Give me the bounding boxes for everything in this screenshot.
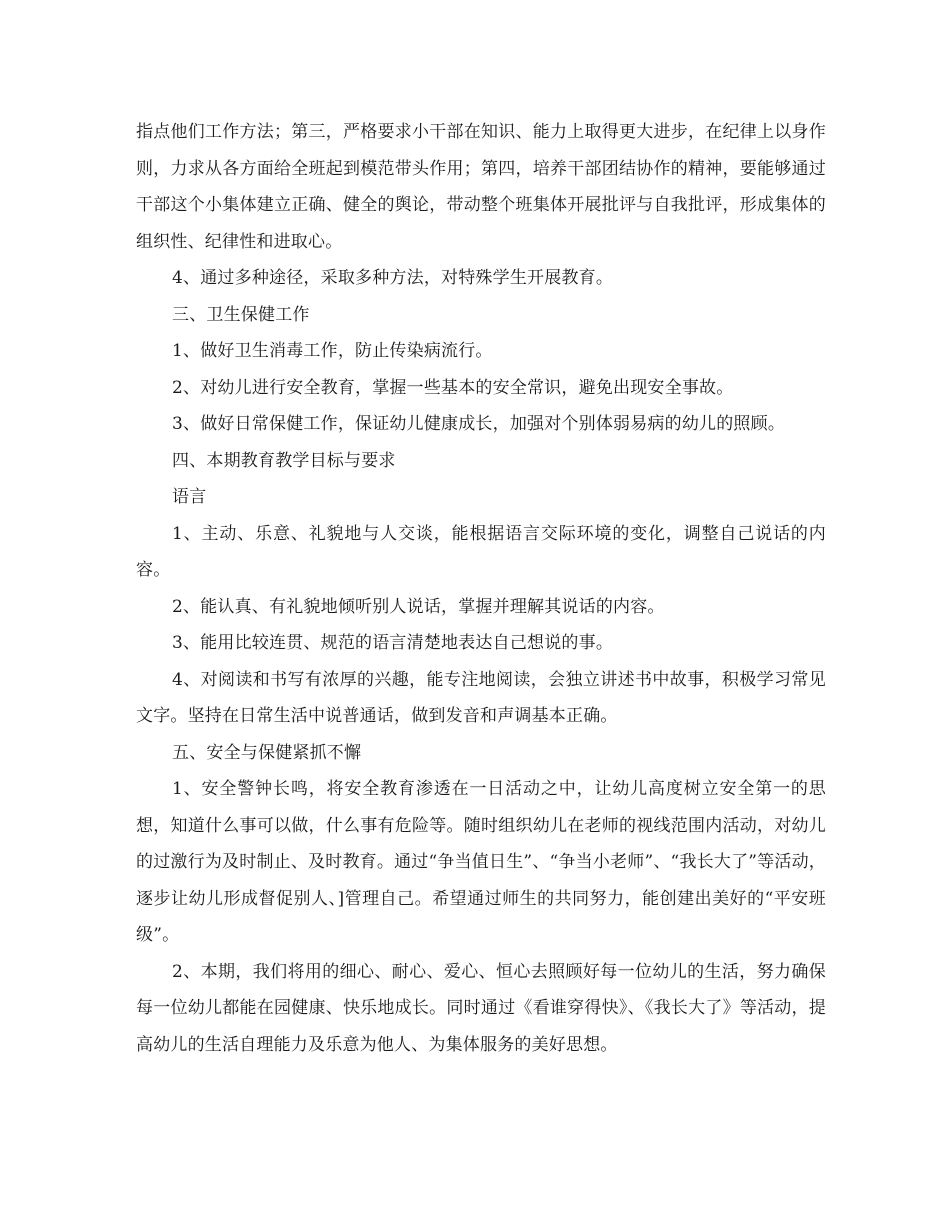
subsection-heading: 语言 (172, 487, 207, 507)
paragraph: 4、通过多种途径，采取多种方法，对特殊学生开展教育。 (172, 268, 614, 288)
paragraph: 2、本期，我们将用的细心、耐心、爱心、恒心去照顾好每一位幼儿的生活，努力确保每一位幼儿都能在园健康、快乐地成长。同时通过《看谁穿得快》、《我长大了》等活动，提高幼儿的生活自理能力及乐意为他人、为集体服务的美好思想。 (136, 961, 826, 1055)
paragraph: 1、做好卫生消毒工作，防止传染病流行。 (172, 341, 493, 361)
paragraph: 2、能认真、有礼貌地倾听别人说话，掌握并理解其说话的内容。 (172, 596, 665, 617)
paragraph: 3、做好日常保健工作，保证幼儿健康成长，加强对个别体弱易病的幼儿的照顾。 (172, 414, 786, 434)
paragraph: 1、主动、乐意、礼貌地与人交谈，能根据语言交际环境的变化，调整自己说话的内容。 (136, 523, 826, 580)
section-heading: 四、本期教育教学目标与要求 (172, 450, 396, 471)
paragraph: 指点他们工作方法；第三，严格要求小干部在知识、能力上取得更大进步，在纪律上以身作则，力求从各方面给全班起到模范带头作用；第四，培养干部团结协作的精神，要能够通过干部这个小集体建立正确、健全的舆论，带动整个班集体开展批评与自我批评，形成集体的组织性、纪律性和进取心。 (136, 122, 826, 252)
paragraph: 1、安全警钟长鸣，将安全教育渗透在一日活动之中，让幼儿高度树立安全第一的思想，知道什么事可以做，什么事有危险等。随时组织幼儿在老师的视线范围内活动，对幼儿的过激行为及时制止、及时教育。通过“争当值日生”、“争当小老师”、“我长大了”等活动，逐步让幼儿形成督促别人、]管理自己。希望通过师生的共同努力，能创建出美好的“平安班级”。 (136, 779, 826, 945)
section-heading: 五、安全与保健紧抓不懈 (172, 742, 362, 763)
section-heading: 三、卫生保健工作 (172, 304, 310, 325)
paragraph: 4、对阅读和书写有浓厚的兴趣，能专注地阅读，会独立讲述书中故事，积极学习常见文字。坚持在日常生活中说普通话，做到发音和声调基本正确。 (136, 669, 826, 726)
document-body (136, 114, 826, 1063)
paragraph: 2、对幼儿进行安全教育，掌握一些基本的安全常识，避免出现安全事故。 (172, 377, 734, 398)
paragraph: 3、能用比较连贯、规范的语言清楚地表达自己想说的事。 (172, 633, 614, 653)
